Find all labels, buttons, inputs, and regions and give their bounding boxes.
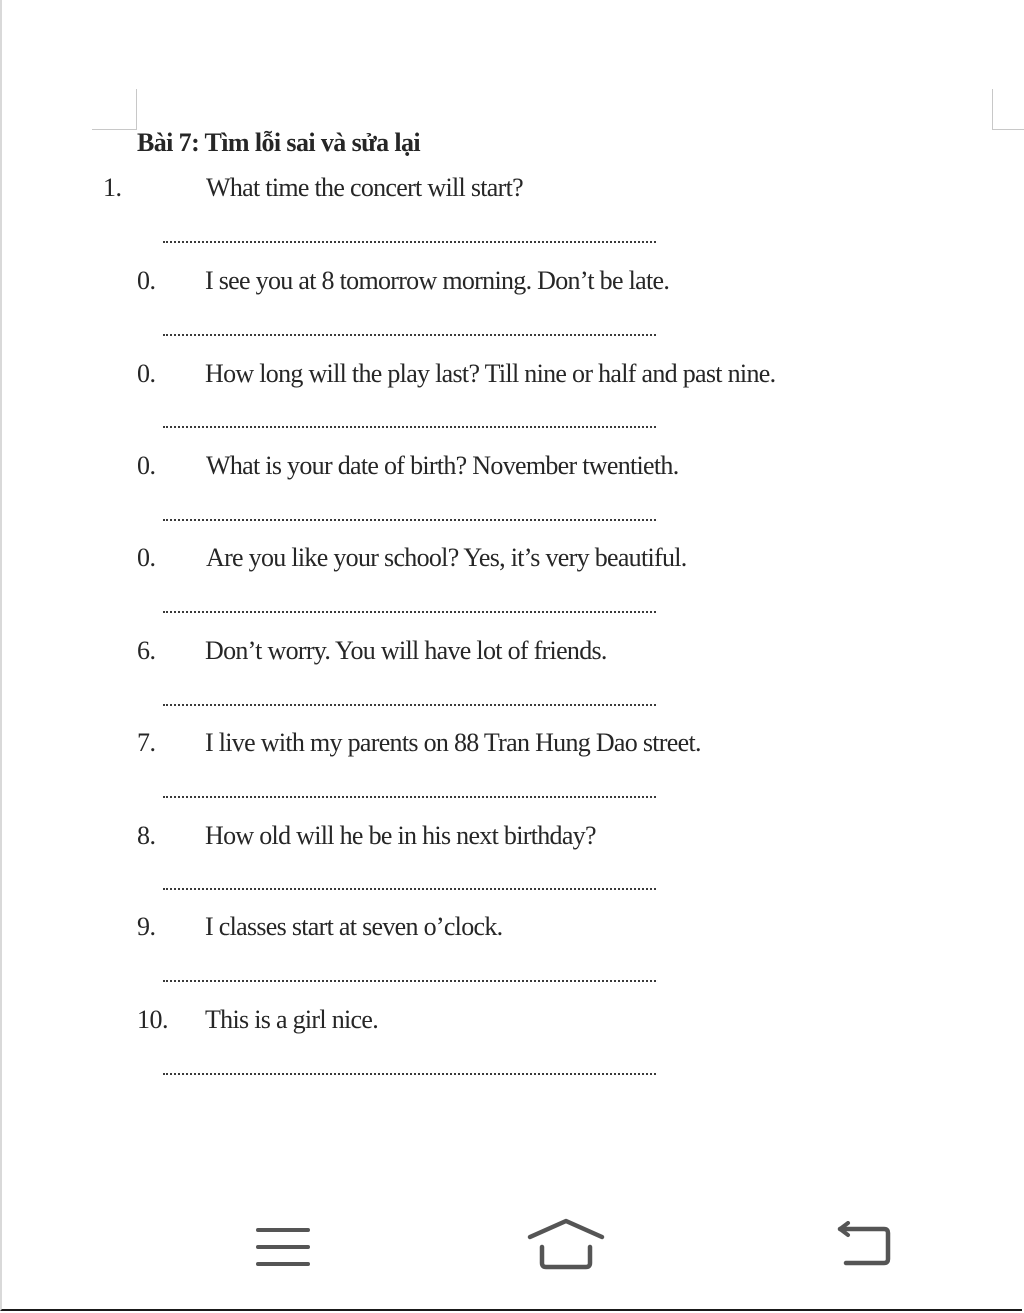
question-item — [0, 266, 1000, 302]
question-text: Don’t worry. You will have lot of friends. — [205, 636, 607, 665]
question-item — [0, 1005, 1000, 1041]
home-icon[interactable] — [524, 1215, 608, 1271]
page-corner-marker-left — [92, 89, 137, 130]
question-number: 10. — [137, 1005, 168, 1034]
answer-line[interactable] — [163, 704, 656, 706]
answer-line[interactable] — [163, 980, 656, 982]
navigation-bar — [0, 1195, 1020, 1295]
question-text: Are you like your school? Yes, it’s very beautiful. — [206, 543, 687, 572]
question-item — [0, 912, 1000, 948]
answer-line[interactable] — [163, 334, 656, 336]
question-number: 6. — [137, 636, 156, 665]
question-item — [0, 451, 1000, 487]
question-number: 0. — [137, 543, 156, 572]
question-item — [0, 728, 1000, 764]
question-number: 0. — [137, 266, 156, 295]
question-item — [0, 359, 1000, 395]
answer-line[interactable] — [163, 426, 656, 428]
answer-line[interactable] — [163, 796, 656, 798]
question-text: I classes start at seven o’clock. — [205, 912, 503, 941]
question-number: 8. — [137, 821, 156, 850]
question-item — [0, 636, 1000, 672]
answer-line[interactable] — [163, 611, 656, 613]
question-text: I see you at 8 tomorrow morning. Don’t be late. — [205, 266, 670, 295]
answer-line[interactable] — [163, 888, 656, 890]
menu-icon[interactable] — [254, 1225, 312, 1269]
question-text: How long will the play last? Till nine or half and past nine. — [205, 359, 776, 388]
question-number: 1. — [103, 173, 122, 202]
question-text: I live with my parents on 88 Tran Hung Dao street. — [205, 728, 701, 757]
question-number: 9. — [137, 912, 156, 941]
question-text: How old will he be in his next birthday? — [205, 821, 596, 850]
question-item — [0, 543, 1000, 579]
question-text: This is a girl nice. — [205, 1005, 379, 1034]
question-item — [0, 821, 1000, 857]
question-number: 7. — [137, 728, 156, 757]
question-text: What time the concert will start? — [206, 173, 523, 202]
answer-line[interactable] — [163, 519, 656, 521]
question-number: 0. — [137, 451, 156, 480]
question-item — [0, 173, 1000, 209]
answer-line[interactable] — [163, 1073, 656, 1075]
exercise-title: Bài 7: Tìm lỗi sai và sửa lại — [137, 128, 421, 157]
back-icon[interactable] — [834, 1221, 892, 1271]
page-corner-marker-right — [992, 89, 1024, 130]
question-text: What is your date of birth? November twentieth. — [206, 451, 679, 480]
question-number: 0. — [137, 359, 156, 388]
answer-line[interactable] — [163, 241, 656, 243]
